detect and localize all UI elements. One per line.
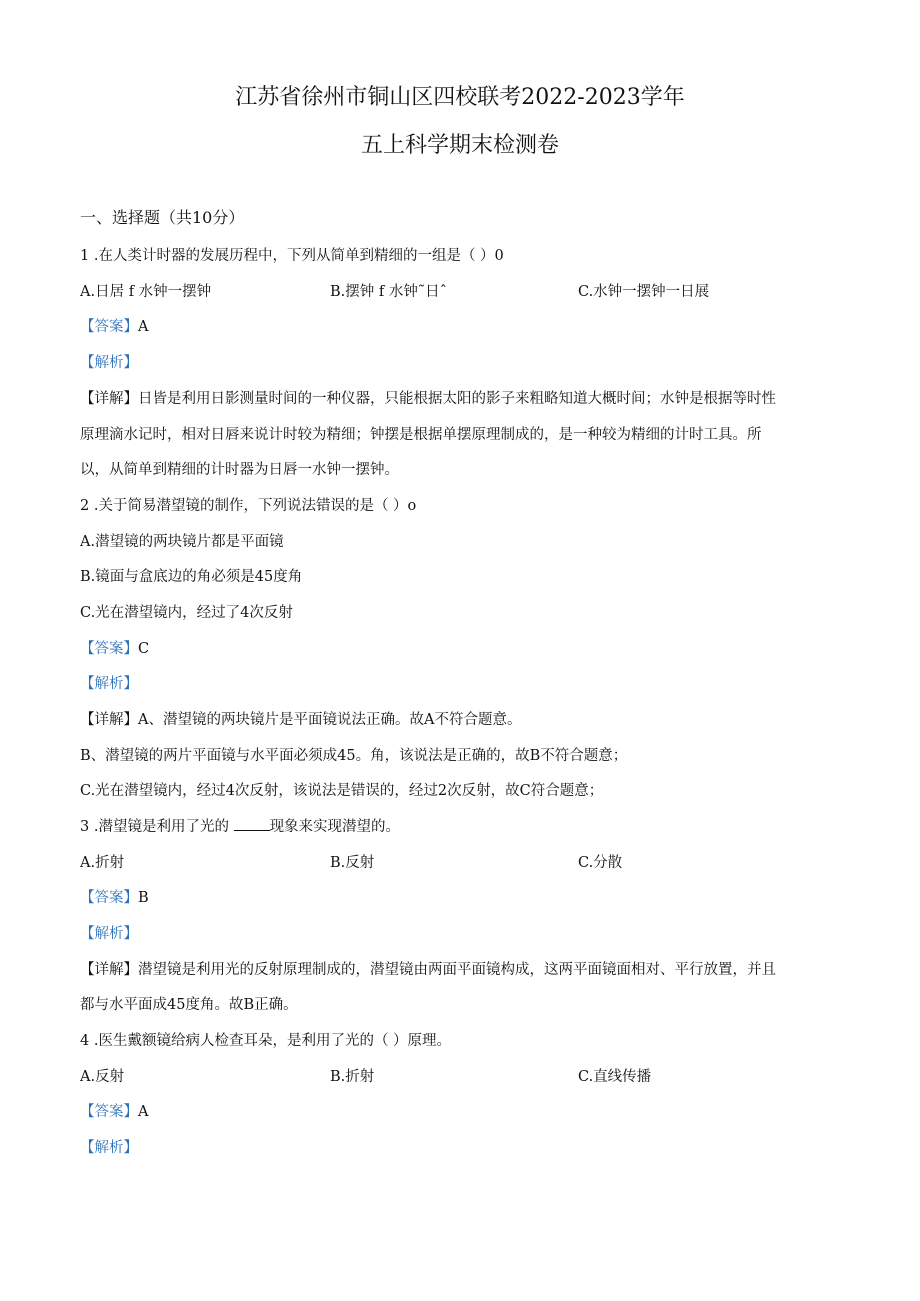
answer-value: C <box>138 641 150 657</box>
question-4-option-b: B.折射 <box>330 1069 375 1085</box>
question-2-answer <box>80 639 149 659</box>
detail-tag: 【详解】 <box>80 962 138 978</box>
question-1-detail-line1 <box>80 389 776 409</box>
question-2-detail-line3: C.光在潜望镜内，经过4次反射，该说法是错误的，经过2次反射，故C符合题意； <box>80 783 604 799</box>
question-1-stem: 1 .在人类计时器的发展历程中，下列从简单到精细的一组是（ ）0 <box>80 248 504 264</box>
question-3-option-c: C.分散 <box>578 855 623 871</box>
question-4-option-a: A.反射 <box>80 1069 125 1085</box>
detail-text: 日皆是利用日影测量时间的一种仪器，只能根据太阳的影子来粗略知道大概时间；水钟是根据等时性 <box>138 391 776 407</box>
answer-tag: 【答案】 <box>80 890 138 906</box>
detail-text: 潜望镜是利用光的反射原理制成的，潜望镜由两面平面镜构成，这两平面镜面相对、平行放置，并且 <box>138 962 776 978</box>
question-3-detail-line1 <box>80 960 776 980</box>
question-1-option-b: B.摆钟 f 水钟˜日ˆ <box>330 284 447 300</box>
question-1-option-a: A.日居 f 水钟一摆钟 <box>80 284 212 300</box>
question-2-detail-line1 <box>80 710 521 730</box>
question-3-analysis-tag: 【解析】 <box>80 926 138 942</box>
question-4-answer <box>80 1102 148 1122</box>
document-title-line1: 江苏省徐州市铜山区四校联考2022-2023学年 <box>235 85 685 110</box>
answer-value: A <box>138 1104 149 1120</box>
question-3-option-b: B.反射 <box>330 855 375 871</box>
question-1-analysis-tag: 【解析】 <box>80 355 138 371</box>
question-2-option-c: C.光在潜望镜内，经过了4次反射 <box>80 605 293 621</box>
stem-part-2: 现象来实现潜望的。 <box>269 819 401 835</box>
question-3-option-a: A.折射 <box>80 855 125 871</box>
answer-tag: 【答案】 <box>80 1104 138 1120</box>
detail-tag: 【详解】 <box>80 712 138 728</box>
question-2-option-b: B.镜面与盒底边的角必须是45度角 <box>80 569 303 585</box>
stem-part-1: 3 .潜望镜是利用了光的 <box>80 819 234 835</box>
question-4-stem: 4 .医生戴额镜给病人检查耳朵，是利用了光的（ ）原理。 <box>80 1033 452 1049</box>
question-2-stem: 2 .关于简易潜望镜的制作，下列说法错误的是（ ）o <box>80 498 417 514</box>
answer-value: A <box>138 319 149 335</box>
question-2-detail-line2: B、潜望镜的两片平面镜与水平面必须成45。角，该说法是正确的，故B不符合题意； <box>80 748 628 764</box>
question-3-stem <box>80 817 400 837</box>
question-3-detail-line2: 都与水平面成45度角。故B正确。 <box>80 997 298 1013</box>
answer-value: B <box>138 890 149 906</box>
question-4-option-c: C.直线传播 <box>578 1069 652 1085</box>
question-2-analysis-tag: 【解析】 <box>80 676 138 692</box>
fill-in-blank <box>234 818 270 831</box>
question-4-analysis-tag: 【解析】 <box>80 1140 138 1156</box>
section-heading: 一、选择题（共10分） <box>80 208 245 227</box>
question-3-answer <box>80 888 149 908</box>
question-1-answer <box>80 317 148 337</box>
question-1-option-c: C.水钟一摆钟一日展 <box>578 284 710 300</box>
question-1-detail-line2: 原理滴水记时，相对日唇来说计时较为精细；钟摆是根据单摆原理制成的，是一种较为精细的计时工具。所 <box>80 427 762 443</box>
answer-tag: 【答案】 <box>80 319 138 335</box>
document-title-line2: 五上科学期末检测卷 <box>360 133 559 158</box>
detail-tag: 【详解】 <box>80 391 138 407</box>
detail-text: A、潜望镜的两块镜片是平面镜说法正确。故A不符合题意。 <box>138 712 522 728</box>
question-2-option-a: A.潜望镜的两块镜片都是平面镜 <box>80 534 284 550</box>
answer-tag: 【答案】 <box>80 641 138 657</box>
question-1-detail-line3: 以，从简单到精细的计时器为日唇一水钟一摆钟。 <box>80 462 399 478</box>
